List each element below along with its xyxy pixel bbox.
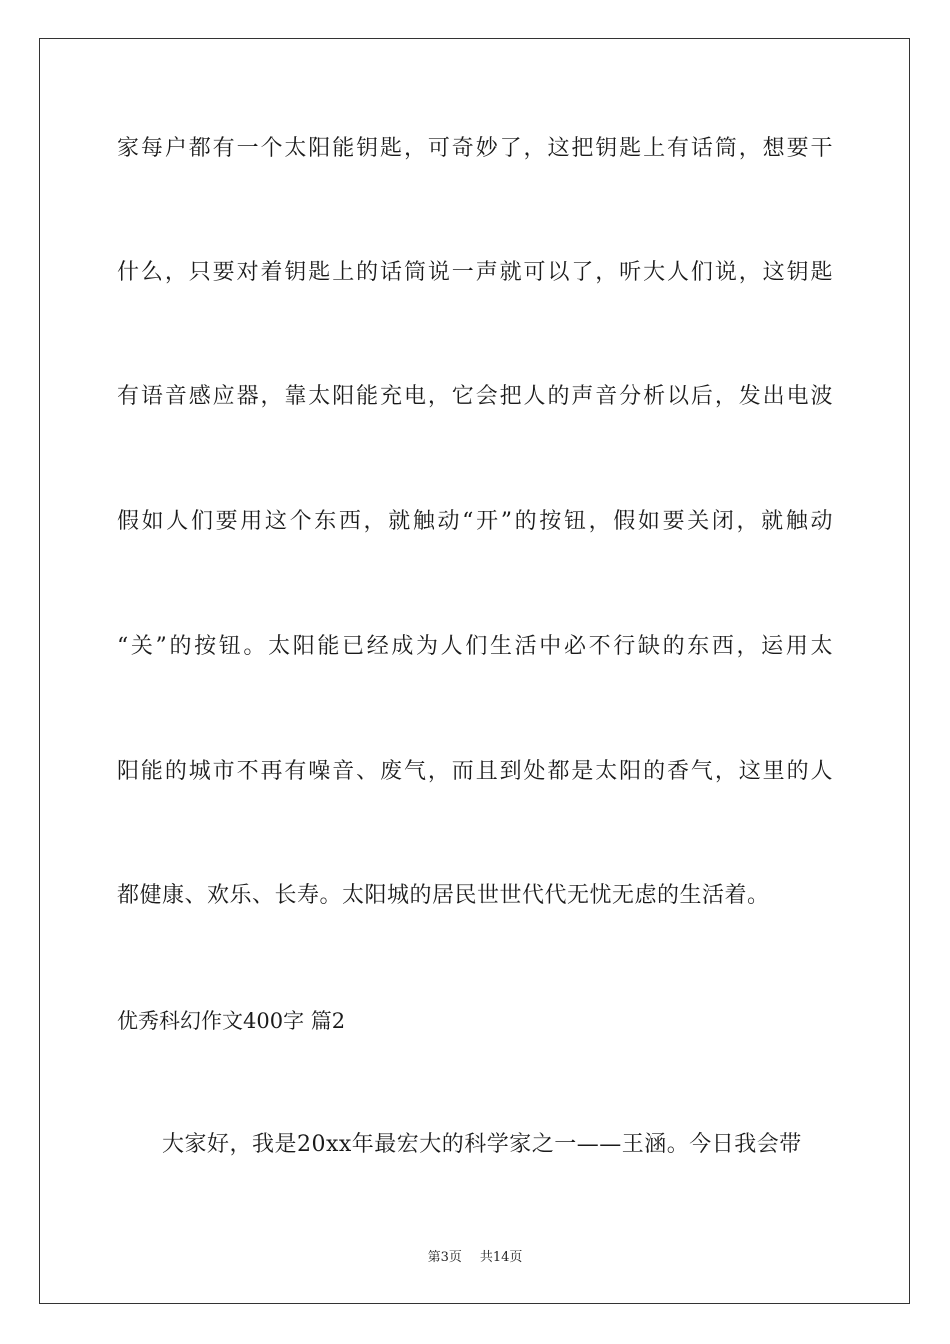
page-footer [0,1246,950,1265]
text-line-5: “关”的按钮。太阳能已经成为人们生活中必不行缺的东西，运用太 [117,634,833,659]
text-line-7: 都健康、欢乐、长寿。太阳城的居民世世代代无忧无虑的生活着。 [117,883,770,908]
text-line-6: 阳能的城市不再有噪音、废气，而且到处都是太阳的香气，这里的人 [117,759,833,784]
text-line-2: 什么，只要对着钥匙上的话筒说一声就可以了，听大人们说，这钥匙 [117,260,833,285]
section-heading: 优秀科幻作文400字 篇2 [117,1009,346,1033]
text-line-3: 有语音感应器，靠太阳能充电，它会把人的声音分析以后，发出电波 [117,384,833,409]
text-line-1: 家每户都有一个太阳能钥匙，可奇妙了，这把钥匙上有话筒，想要干 [117,136,833,161]
page-total: 共14页 [479,1250,523,1265]
page-border [39,38,910,1304]
page-number: 第3页 [427,1250,462,1265]
text-line-8: 大家好，我是20xx年最宏大的科学家之一——王涵。今日我会带 [117,1132,802,1157]
text-line-4: 假如人们要用这个东西，就触动“开”的按钮，假如要关闭，就触动 [117,509,833,534]
